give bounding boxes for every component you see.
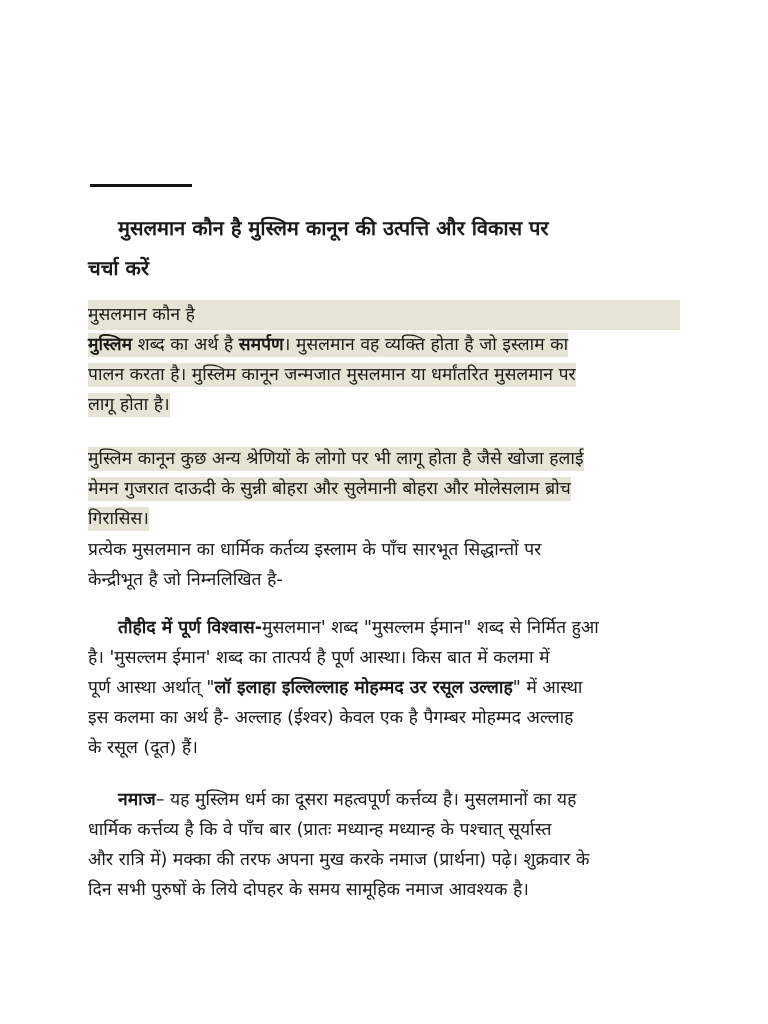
text-fragment: मेमन गुजरात दाऊदी के सुन्नी बोहरा और सुलेमानी बोहरा और मोलेसलाम ब्रोच bbox=[88, 479, 571, 499]
section5-line-2: धार्मिक कर्त्तव्य है कि वे पाँच बार (प्रातः मध्यान्ह मध्यान्ह के पश्चात् सूर्यास्त bbox=[88, 820, 552, 840]
section4-line-5: के रसूल (दूत) हैं। bbox=[88, 738, 198, 758]
section5-line-3: और रात्रि में) मक्का की तरफ अपना मुख करके नमाज (प्रार्थना) पढ़े। शुक्रवार के bbox=[88, 850, 590, 870]
text-fragment: मुसलमान' शब्द "मुसल्लम ईमान" शब्द से निर्मित हुआ bbox=[262, 618, 599, 638]
top-rule bbox=[90, 184, 192, 187]
section-five-principles bbox=[88, 535, 680, 595]
text-fragment: शब्द का अर्थ है bbox=[132, 335, 239, 355]
text-fragment: मुस्लिम कानून कुछ अन्य श्रेणियों के लोगो पर भी लागू होता है जैसे खोजा हलाई bbox=[88, 449, 584, 469]
section-other-categories bbox=[88, 444, 680, 534]
text-fragment: लागू होता है। bbox=[88, 395, 170, 415]
title-line-1: मुसलमान कौन है मुस्लिम कानून की उत्पत्ति और विकास पर bbox=[118, 216, 549, 240]
term-tauheed: तौहीद में पूर्ण विश्वास- bbox=[118, 618, 263, 638]
section1-line-2 bbox=[88, 330, 680, 360]
section3-line-2: केन्द्रीभूत है जो निम्नलिखित है- bbox=[88, 570, 283, 590]
section4-line-3 bbox=[88, 673, 680, 703]
section4-line-4: इस कलमा का अर्थ है- अल्लाह (ईश्वर) केवल एक है पैगम्बर मोहम्मद अल्लाह bbox=[88, 708, 574, 728]
section-namaz bbox=[88, 785, 680, 905]
section-who-is-muslim bbox=[88, 300, 680, 420]
title-line-2: चर्चा करें bbox=[88, 256, 150, 280]
text-fragment: " में आस्था bbox=[512, 678, 583, 698]
text-fragment: गिरासिस। bbox=[88, 509, 149, 529]
text-fragment: पालन करता है। मुस्लिम कानून जन्मजात मुसलमान या धर्मांतरित मुसलमान पर bbox=[88, 365, 576, 385]
section1-line-3 bbox=[88, 360, 680, 390]
term-kalma: लॉ इलाहा इल्लिल्लाह मोहम्मद उर रसूल उल्लाह bbox=[214, 678, 513, 698]
section4-line-1 bbox=[88, 613, 680, 643]
section1-heading: मुसलमान कौन है bbox=[88, 300, 680, 330]
section5-line-1 bbox=[88, 785, 680, 815]
term-namaz: नमाज bbox=[118, 790, 156, 810]
section5-line-4: दिन सभी पुरुषों के लिये दोपहर के समय सामूहिक नमाज आवश्यक है। bbox=[88, 880, 529, 900]
section2-line-2 bbox=[88, 474, 680, 504]
page-title bbox=[88, 208, 678, 288]
term-samarpan: समर्पण bbox=[238, 335, 284, 355]
section-tauheed bbox=[88, 613, 680, 763]
section1-line-4 bbox=[88, 390, 680, 420]
text-fragment: – यह मुस्लिम धर्म का दूसरा महत्वपूर्ण कर्त्तव्य है। मुसलमानों का यह bbox=[155, 790, 577, 810]
text-fragment: पूर्ण आस्था अर्थात् " bbox=[88, 678, 215, 698]
section2-line-1 bbox=[88, 444, 680, 474]
section3-line-1: प्रत्येक मुसलमान का धार्मिक कर्तव्य इस्लाम के पाँच सारभूत सिद्धान्तों पर bbox=[88, 540, 542, 560]
section4-line-2: है। 'मुसल्लम ईमान' शब्द का तात्पर्य है पूर्ण आस्था। किस बात में कलमा में bbox=[88, 648, 550, 668]
term-muslim: मुस्लिम bbox=[88, 335, 133, 355]
text-fragment: । मुसलमान वह व्यक्ति होता है जो इस्लाम का bbox=[283, 335, 569, 355]
section2-line-3 bbox=[88, 504, 680, 534]
